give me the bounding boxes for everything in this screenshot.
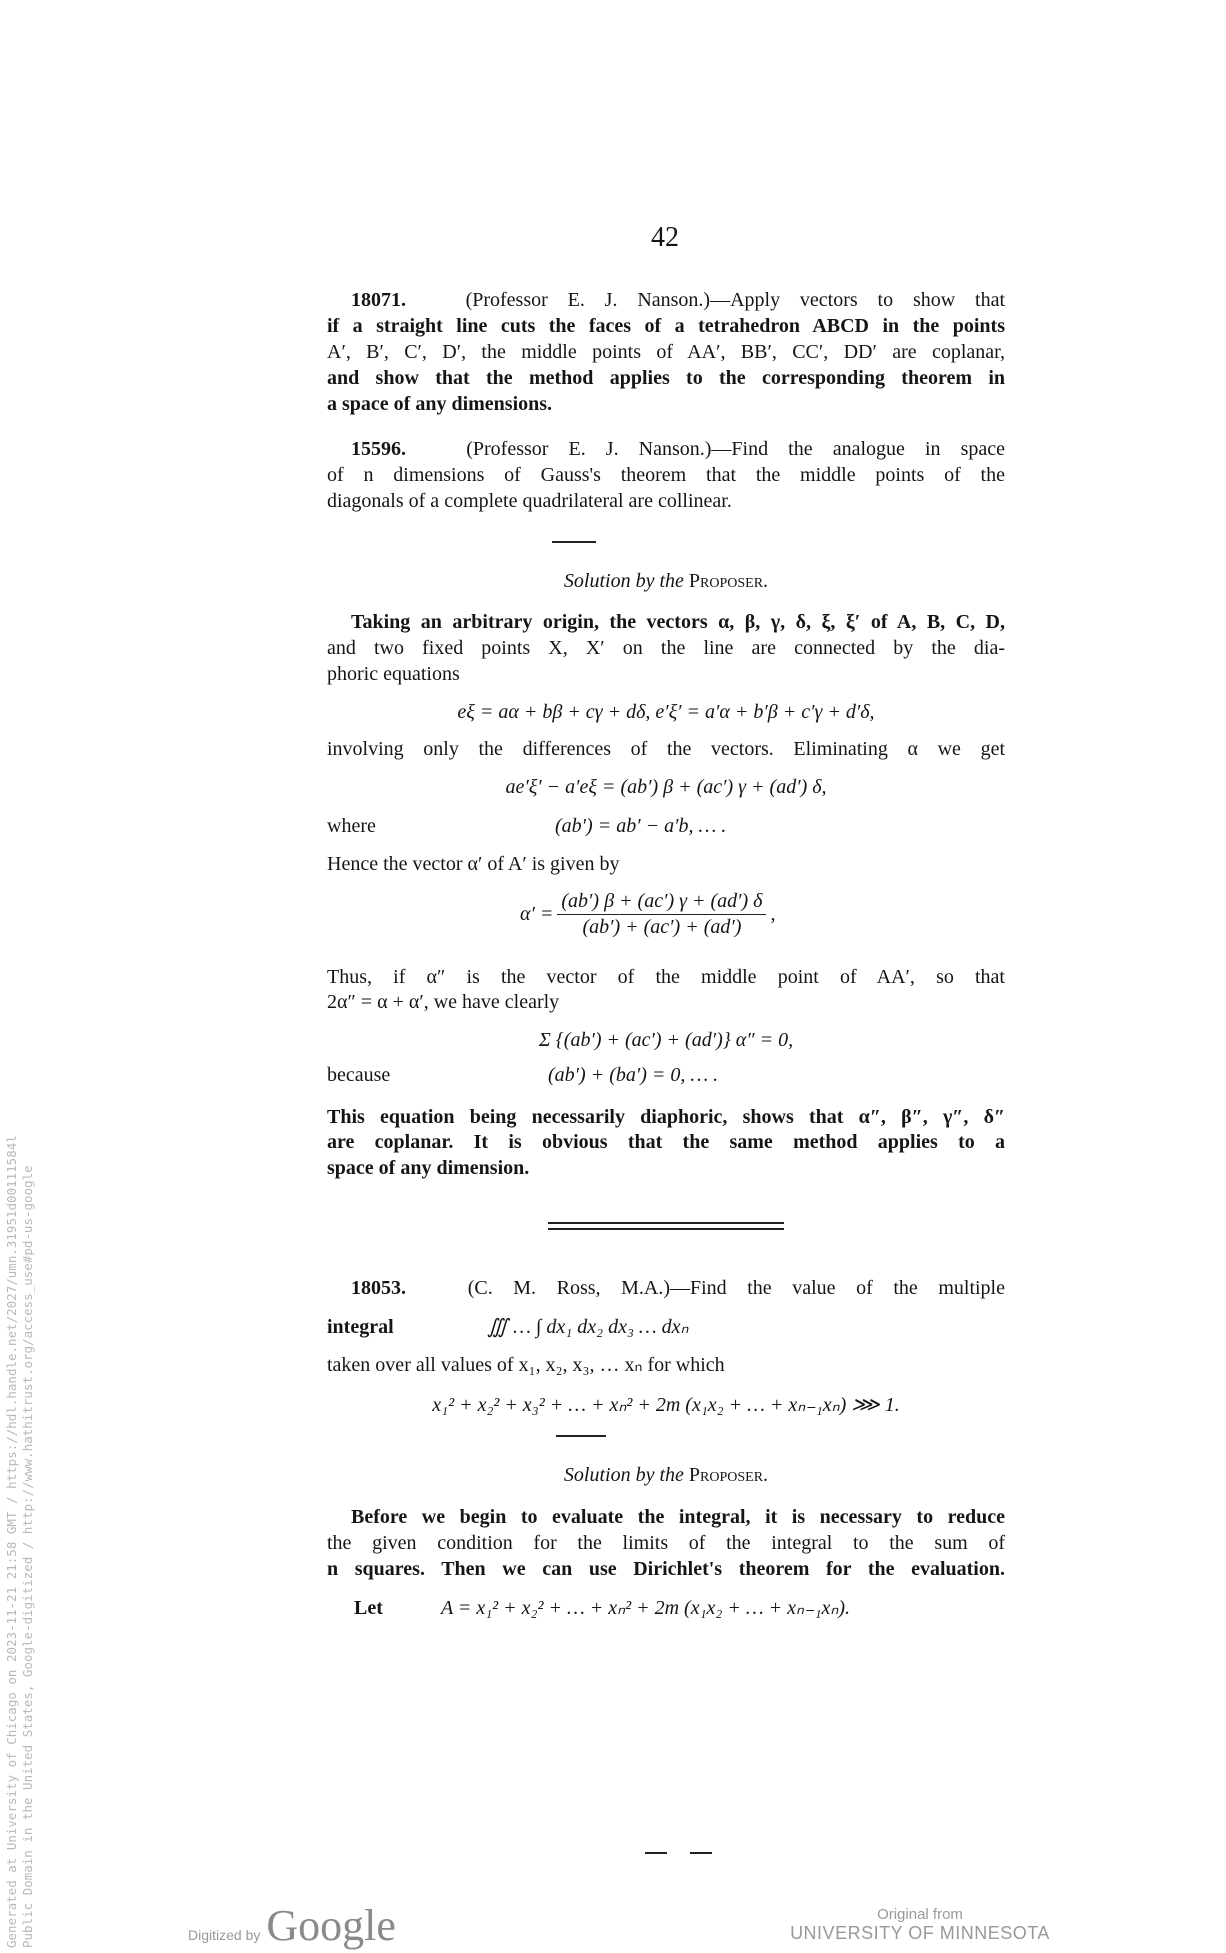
- problem-18053-line-1: [327, 1276, 1005, 1300]
- heading-italic: Solution by the: [563, 1464, 684, 1486]
- let-label: Let: [354, 1597, 383, 1619]
- solution1-p4-line1: Thus, if α″ is the vector of the middle point of AA′, so that: [327, 966, 1005, 988]
- page-number: 42: [651, 222, 679, 253]
- solution2-p1-line3: n squares. Then we can use Dirichlet's theorem for the evaluation.: [327, 1558, 1005, 1580]
- problem-number: 15596.: [351, 438, 406, 460]
- institution-name: UNIVERSITY OF MINNESOTA: [790, 1923, 1050, 1943]
- equation-4: [520, 890, 775, 939]
- section-rule: [552, 541, 596, 543]
- solution1-p5-line2: are coplanar. It is obvious that the same method applies to a: [327, 1131, 1005, 1153]
- equation-4-lhs: α′ =: [520, 903, 554, 925]
- heading-caps: Proposer.: [688, 570, 769, 592]
- double-rule-bottom: [548, 1228, 784, 1230]
- solution1-p2: involving only the differences of the vectors. Eliminating α we get: [327, 738, 1005, 760]
- because-label: because: [327, 1064, 391, 1086]
- condition-equation: x₁² + x₂² + x₃² + … + xₙ² + 2m (x₁x₂ + … + xₙ₋₁xₙ) ⋙ 1.: [432, 1394, 900, 1416]
- heading-caps: Proposer.: [688, 1464, 769, 1486]
- watermark-line-2: Public Domain in the United States, Google-digitized / http://www.hathitrust.org/access_use#pd-us-google: [20, 1165, 35, 1948]
- original-from-label: Original from: [877, 1906, 963, 1923]
- bottom-dash: [645, 1852, 667, 1854]
- problem-number: 18071.: [351, 289, 406, 311]
- solution1-p5-line1: This equation being necessarily diaphoric, shows that α″, β″, γ″, δ″: [327, 1106, 1005, 1128]
- equation-6: (ab′) + (ba′) = 0, … .: [548, 1064, 719, 1086]
- solution-heading: [327, 1463, 1005, 1487]
- watermark-line-1: Generated at University of Chicago on 2023-11-21 21:58 GMT / https://hdl.handle.net/2027/umn.31951d00111584l: [4, 1135, 19, 1948]
- where-label: where: [327, 815, 376, 837]
- original-from: [780, 1906, 1060, 1944]
- integral-expression: ∭ … ∫ dx₁ dx₂ dx₃ … dxₙ: [487, 1316, 689, 1338]
- bottom-dash: [690, 1852, 712, 1854]
- solution1-p3: Hence the vector α′ of A′ is given by: [327, 853, 620, 875]
- solution-heading: [327, 569, 1005, 593]
- solution2-p1-line2: the given condition for the limits of the integral to the sum of: [327, 1532, 1005, 1554]
- double-rule-top: [548, 1222, 784, 1224]
- problem-18053-line-3: taken over all values of x₁, x₂, x₃, … xₙ for which: [327, 1354, 725, 1376]
- equation-1: eξ = aα + bβ + cγ + dδ, e′ξ′ = a′α + b′β + c′γ + d′δ,: [457, 701, 875, 723]
- integral-label: integral: [327, 1316, 394, 1338]
- equation-2: ae′ξ′ − a′eξ = (ab′) β + (ac′) γ + (ad′) δ,: [505, 776, 827, 798]
- solution2-p1-line1: Before we begin to evaluate the integral, it is necessary to reduce: [351, 1506, 1005, 1528]
- equation-5: Σ {(ab′) + (ac′) + (ad′)} α″ = 0,: [538, 1029, 794, 1051]
- solution1-p4-line2: 2α″ = α + α′, we have clearly: [327, 991, 560, 1013]
- problem-18071-line-1: [327, 288, 1005, 312]
- google-logo: Google: [266, 1901, 396, 1950]
- text: (Professor E. J. Nanson.)—Apply vectors to show that: [465, 289, 1006, 311]
- equation-4-denominator: (ab′) + (ac′) + (ad′): [582, 916, 742, 938]
- solution1-p1-line1: Taking an arbitrary origin, the vectors α, β, γ, δ, ξ, ξ′ of A, B, C, D,: [351, 611, 1005, 633]
- section-rule: [556, 1435, 606, 1437]
- equation-3: (ab′) = ab′ − a′b, … .: [555, 815, 727, 837]
- solution1-p1-line3: phoric equations: [327, 663, 460, 685]
- text: (C. M. Ross, M.A.)—Find the value of the multiple: [467, 1277, 1005, 1299]
- problem-18071-line-4: and show that the method applies to the corresponding theorem in: [327, 367, 1005, 389]
- problem-18071-line-5: a space of any dimensions.: [327, 393, 553, 415]
- problem-15596-line-2: of n dimensions of Gauss's theorem that the middle points of the: [327, 464, 1005, 486]
- heading-italic: Solution by the: [563, 570, 684, 592]
- problem-18071-line-3: A′, B′, C′, D′, the middle points of AA′, BB′, CC′, DD′ are coplanar,: [327, 341, 1005, 363]
- solution1-p5-line3: space of any dimension.: [327, 1157, 530, 1179]
- problem-number: 18053.: [351, 1277, 406, 1299]
- digitized-by-google: [188, 1900, 396, 1951]
- problem-15596-line-1: [327, 437, 1005, 461]
- let-equation: A = x₁² + x₂² + … + xₙ² + 2m (x₁x₂ + … + xₙ₋₁xₙ).: [441, 1597, 851, 1619]
- equation-4-tail: ,: [770, 903, 776, 925]
- text: (Professor E. J. Nanson.)—Find the analogue in space: [466, 438, 1006, 460]
- problem-15596-line-3: diagonals of a complete quadrilateral are collinear.: [327, 490, 732, 512]
- solution1-p1-line2: and two fixed points X, X′ on the line are connected by the dia-: [327, 637, 1005, 659]
- problem-18071-line-2: if a straight line cuts the faces of a tetrahedron ABCD in the points: [327, 315, 1005, 337]
- equation-4-numerator: (ab′) β + (ac′) γ + (ad′) δ: [557, 890, 766, 915]
- digitized-by-label: Digitized by: [188, 1927, 261, 1943]
